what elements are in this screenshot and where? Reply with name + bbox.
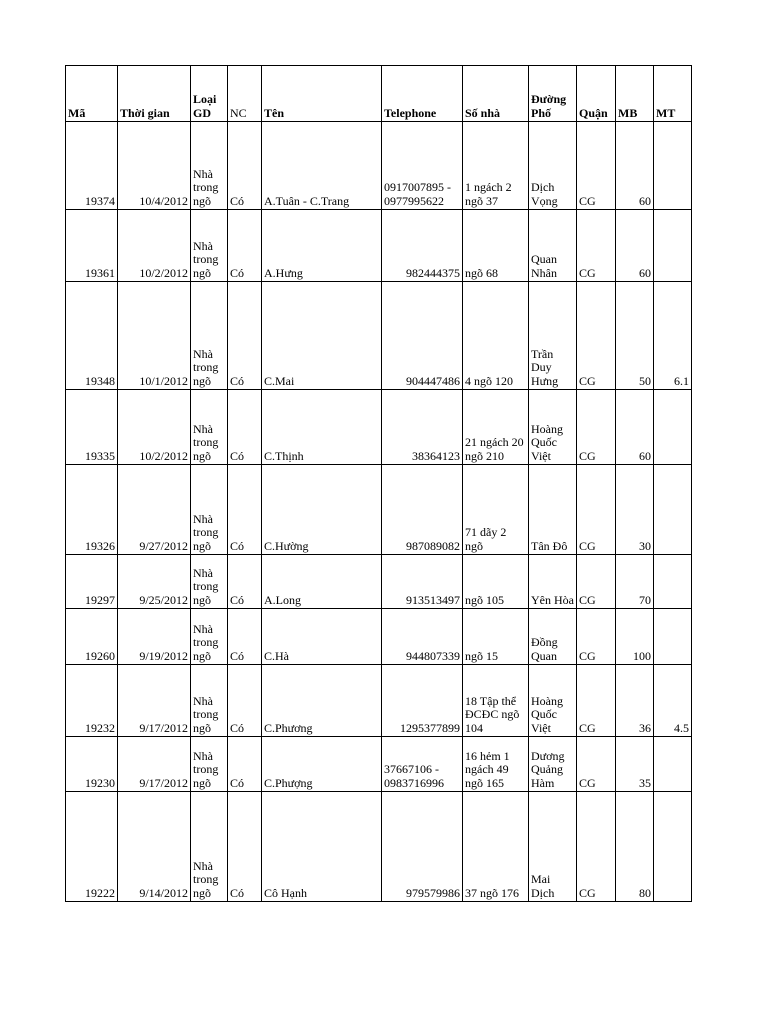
cell-ma: 19297: [66, 555, 118, 609]
table-row: [66, 390, 692, 465]
cell-duong-pho: Đồng Quan: [529, 609, 577, 665]
table-row: [66, 555, 692, 609]
cell-loai-gd: Nhà trong ngõ: [191, 122, 228, 210]
cell-telephone: 37667106 - 0983716996: [382, 737, 463, 792]
cell-ten: C.Phượng: [262, 737, 382, 792]
cell-ten: Cô Hạnh: [262, 792, 382, 902]
cell-mb: 60: [616, 210, 654, 282]
cell-telephone: 944807339: [382, 609, 463, 665]
cell-thoi-gian: 9/14/2012: [118, 792, 191, 902]
cell-nc: Có: [228, 737, 262, 792]
cell-mt: [654, 210, 692, 282]
cell-telephone: 0917007895 - 0977995622: [382, 122, 463, 210]
cell-duong-pho: Mai Dịch: [529, 792, 577, 902]
cell-telephone: 979579986: [382, 792, 463, 902]
header-thoi-gian: Thời gian: [118, 66, 191, 122]
cell-so-nha: 18 Tập thể ĐCĐC ngõ 104: [463, 665, 529, 737]
cell-mt: [654, 555, 692, 609]
cell-mb: 60: [616, 390, 654, 465]
cell-ma: 19232: [66, 665, 118, 737]
table-row: [66, 792, 692, 902]
cell-ma: 19361: [66, 210, 118, 282]
cell-duong-pho: Quan Nhân: [529, 210, 577, 282]
cell-quan: CG: [577, 609, 616, 665]
cell-so-nha: ngõ 68: [463, 210, 529, 282]
cell-telephone: 1295377899: [382, 665, 463, 737]
cell-mt: [654, 390, 692, 465]
cell-ma: 19335: [66, 390, 118, 465]
header-duong-pho: Đường Phố: [529, 66, 577, 122]
cell-quan: CG: [577, 792, 616, 902]
cell-so-nha: 16 hẻm 1 ngách 49 ngõ 165: [463, 737, 529, 792]
cell-mt: [654, 122, 692, 210]
cell-thoi-gian: 10/1/2012: [118, 282, 191, 390]
cell-so-nha: 1 ngách 2 ngõ 37: [463, 122, 529, 210]
cell-telephone: 987089082: [382, 465, 463, 555]
cell-mb: 60: [616, 122, 654, 210]
cell-thoi-gian: 9/17/2012: [118, 737, 191, 792]
cell-loai-gd: Nhà trong ngõ: [191, 792, 228, 902]
cell-ten: C.Phương: [262, 665, 382, 737]
cell-nc: Có: [228, 609, 262, 665]
cell-mb: 50: [616, 282, 654, 390]
cell-quan: CG: [577, 555, 616, 609]
cell-ma: 19230: [66, 737, 118, 792]
cell-mb: 70: [616, 555, 654, 609]
cell-mt: [654, 792, 692, 902]
cell-duong-pho: Trần Duy Hưng: [529, 282, 577, 390]
cell-ten: C.Mai: [262, 282, 382, 390]
cell-duong-pho: Dương Quảng Hàm: [529, 737, 577, 792]
cell-so-nha: 71 dãy 2 ngõ: [463, 465, 529, 555]
table-row: [66, 122, 692, 210]
cell-thoi-gian: 9/19/2012: [118, 609, 191, 665]
cell-quan: CG: [577, 282, 616, 390]
cell-ma: 19374: [66, 122, 118, 210]
cell-telephone: 913513497: [382, 555, 463, 609]
cell-nc: Có: [228, 282, 262, 390]
header-row: [66, 66, 692, 122]
cell-ma: 19222: [66, 792, 118, 902]
cell-thoi-gian: 9/25/2012: [118, 555, 191, 609]
header-mb: MB: [616, 66, 654, 122]
header-ma: Mã: [66, 66, 118, 122]
cell-mt: [654, 465, 692, 555]
cell-so-nha: 4 ngõ 120: [463, 282, 529, 390]
header-mt: MT: [654, 66, 692, 122]
cell-telephone: 904447486: [382, 282, 463, 390]
cell-loai-gd: Nhà trong ngõ: [191, 665, 228, 737]
cell-ma: 19326: [66, 465, 118, 555]
cell-thoi-gian: 10/4/2012: [118, 122, 191, 210]
cell-duong-pho: Hoàng Quốc Việt: [529, 665, 577, 737]
cell-ten: A.Long: [262, 555, 382, 609]
cell-mt: [654, 609, 692, 665]
cell-duong-pho: Yên Hòa: [529, 555, 577, 609]
cell-nc: Có: [228, 210, 262, 282]
cell-duong-pho: Dịch Vọng: [529, 122, 577, 210]
cell-ma: 19260: [66, 609, 118, 665]
cell-thoi-gian: 9/17/2012: [118, 665, 191, 737]
table-row: [66, 665, 692, 737]
header-quan: Quận: [577, 66, 616, 122]
cell-nc: Có: [228, 665, 262, 737]
cell-loai-gd: Nhà trong ngõ: [191, 390, 228, 465]
cell-nc: Có: [228, 390, 262, 465]
header-ten: Tên: [262, 66, 382, 122]
cell-loai-gd: Nhà trong ngõ: [191, 737, 228, 792]
cell-ten: A.Hưng: [262, 210, 382, 282]
cell-thoi-gian: 10/2/2012: [118, 390, 191, 465]
cell-ten: C.Thịnh: [262, 390, 382, 465]
cell-mb: 80: [616, 792, 654, 902]
cell-mb: 36: [616, 665, 654, 737]
table-row: [66, 609, 692, 665]
listings-table: [65, 65, 692, 902]
table-body: [66, 122, 692, 902]
table-row: [66, 737, 692, 792]
table-row: [66, 282, 692, 390]
cell-thoi-gian: 10/2/2012: [118, 210, 191, 282]
cell-loai-gd: Nhà trong ngõ: [191, 282, 228, 390]
cell-nc: Có: [228, 465, 262, 555]
cell-ma: 19348: [66, 282, 118, 390]
header-telephone: Telephone: [382, 66, 463, 122]
cell-quan: CG: [577, 737, 616, 792]
header-loai-gd: Loại GD: [191, 66, 228, 122]
cell-loai-gd: Nhà trong ngõ: [191, 465, 228, 555]
cell-so-nha: ngõ 105: [463, 555, 529, 609]
cell-duong-pho: Tân Đô: [529, 465, 577, 555]
cell-loai-gd: Nhà trong ngõ: [191, 210, 228, 282]
cell-telephone: 982444375: [382, 210, 463, 282]
cell-mt: [654, 737, 692, 792]
cell-so-nha: 21 ngách 20 ngõ 210: [463, 390, 529, 465]
cell-duong-pho: Hoàng Quốc Việt: [529, 390, 577, 465]
table-row: [66, 210, 692, 282]
cell-so-nha: 37 ngõ 176: [463, 792, 529, 902]
cell-quan: CG: [577, 210, 616, 282]
cell-nc: Có: [228, 792, 262, 902]
cell-mt: 6.1: [654, 282, 692, 390]
cell-quan: CG: [577, 665, 616, 737]
cell-quan: CG: [577, 122, 616, 210]
cell-so-nha: ngõ 15: [463, 609, 529, 665]
cell-loai-gd: Nhà trong ngõ: [191, 555, 228, 609]
cell-mb: 100: [616, 609, 654, 665]
cell-ten: C.Hường: [262, 465, 382, 555]
cell-loai-gd: Nhà trong ngõ: [191, 609, 228, 665]
cell-quan: CG: [577, 390, 616, 465]
cell-ten: C.Hà: [262, 609, 382, 665]
cell-nc: Có: [228, 555, 262, 609]
cell-thoi-gian: 9/27/2012: [118, 465, 191, 555]
cell-mb: 35: [616, 737, 654, 792]
cell-mb: 30: [616, 465, 654, 555]
cell-telephone: 38364123: [382, 390, 463, 465]
cell-nc: Có: [228, 122, 262, 210]
cell-ten: A.Tuân - C.Trang: [262, 122, 382, 210]
header-so-nha: Số nhà: [463, 66, 529, 122]
cell-mt: 4.5: [654, 665, 692, 737]
table-row: [66, 465, 692, 555]
cell-quan: CG: [577, 465, 616, 555]
header-nc: NC: [228, 66, 262, 122]
